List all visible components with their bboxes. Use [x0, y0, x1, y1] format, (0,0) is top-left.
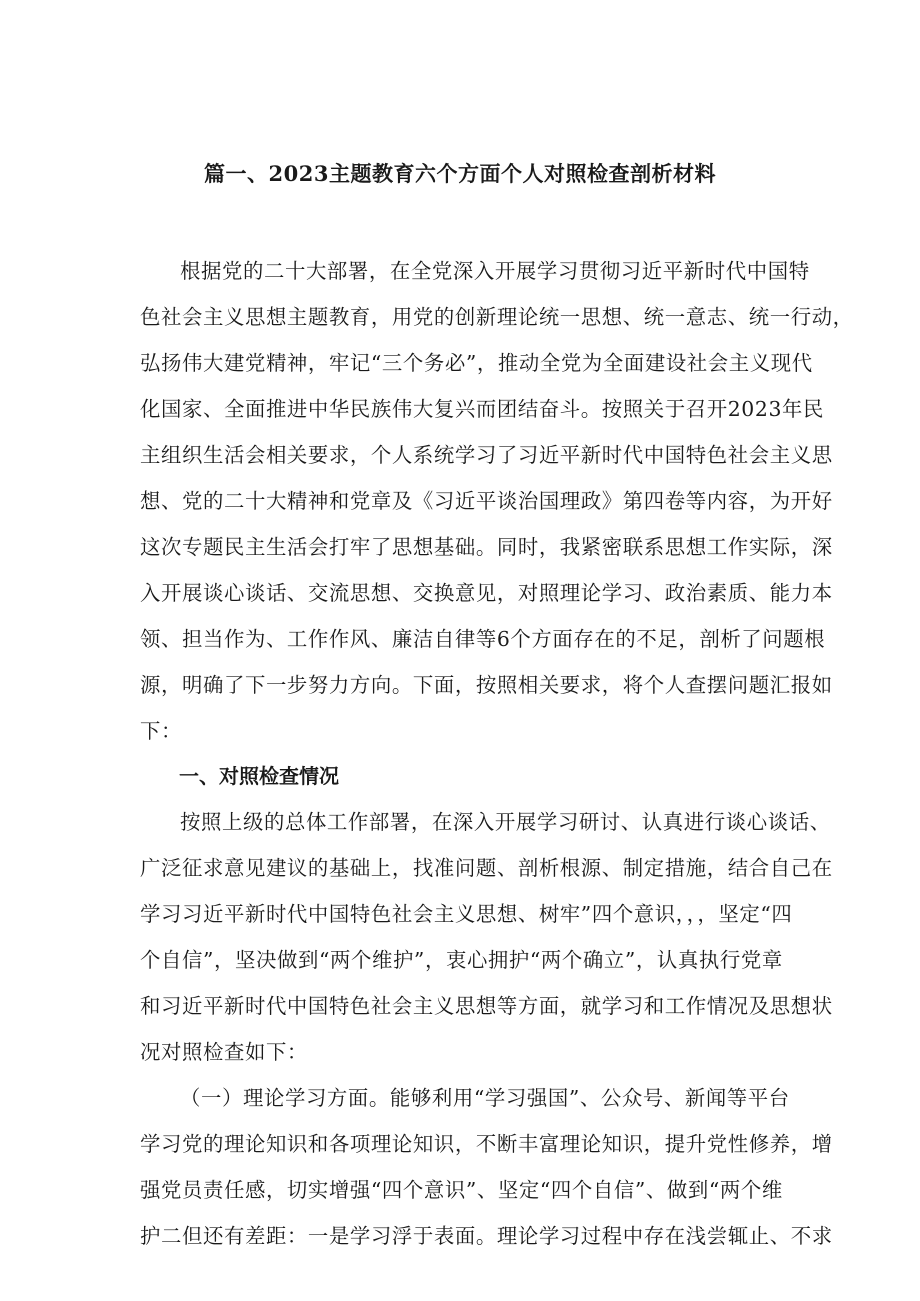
paragraph-line: 学习党的理论知识和各项理论知识，不断丰富理论知识，提升党性修养，增 [140, 1132, 833, 1156]
section-heading: 一、对照检查情况 [179, 764, 339, 788]
paragraph-line: 领、担当作为、工作作风、廉洁自律等6个方面存在的不足，剖析了问题根 [140, 627, 826, 651]
paragraph-line: 个自信”，坚决做到“两个维护”，衷心拥护“两个确立”，认真执行党章 [140, 948, 783, 972]
paragraph-line: 源，明确了下一步努力方向。下面，按照相关要求，将个人查摆问题汇报如 [140, 673, 833, 697]
paragraph-line: 这次专题民主生活会打牢了思想基础。同时，我紧密联系思想工作实际，深 [140, 535, 833, 559]
paragraph-line: 色社会主义思想主题教育，用党的创新理论统一思想、统一意志、统一行动， [140, 305, 854, 329]
paragraph-line: 广泛征求意见建议的基础上，找准问题、剖析根源、制定措施，结合自己在 [140, 856, 833, 880]
paragraph-line: 入开展谈心谈话、交流思想、交换意见，对照理论学习、政治素质、能力本 [140, 581, 833, 605]
paragraph-line: 弘扬伟大建党精神，牢记“三个务必”，推动全党为全面建设社会主义现代 [140, 351, 813, 375]
paragraph-line: 化国家、全面推进中华民族伟大复兴而团结奋斗。按照关于召开2023年民 [140, 397, 825, 421]
paragraph-line: 强党员责任感，切实增强“四个意识”、坚定“四个自信”、做到“两个维 [140, 1178, 783, 1202]
paragraph-line: 下： [140, 719, 182, 743]
paragraph-line: 根据党的二十大部署，在全党深入开展学习贯彻习近平新时代中国特 [180, 259, 810, 283]
paragraph-line: 护二但还有差距：一是学习浮于表面。理论学习过程中存在浅尝辄止、不求 [140, 1224, 833, 1248]
paragraph-line: 主组织生活会相关要求，个人系统学习了习近平新时代中国特色社会主义思 [140, 443, 833, 467]
document-title: 篇一、2023主题教育六个方面个人对照检查剖析材料 [204, 161, 716, 186]
paragraph-line: （一）理论学习方面。能够利用“学习强国”、公众号、新闻等平台 [180, 1086, 790, 1110]
paragraph-line: 按照上级的总体工作部署，在深入开展学习研讨、认真进行谈心谈话、 [180, 810, 831, 834]
paragraph-line: 况对照检查如下： [140, 1040, 308, 1064]
paragraph-line: 学习习近平新时代中国特色社会主义思想、树牢”四个意识，，，坚定“四 [140, 902, 793, 926]
paragraph-line: 和习近平新时代中国特色社会主义思想等方面，就学习和工作情况及思想状 [140, 994, 833, 1018]
paragraph-line: 想、党的二十大精神和党章及《习近平谈治国理政》第四卷等内容，为开好 [140, 489, 833, 513]
